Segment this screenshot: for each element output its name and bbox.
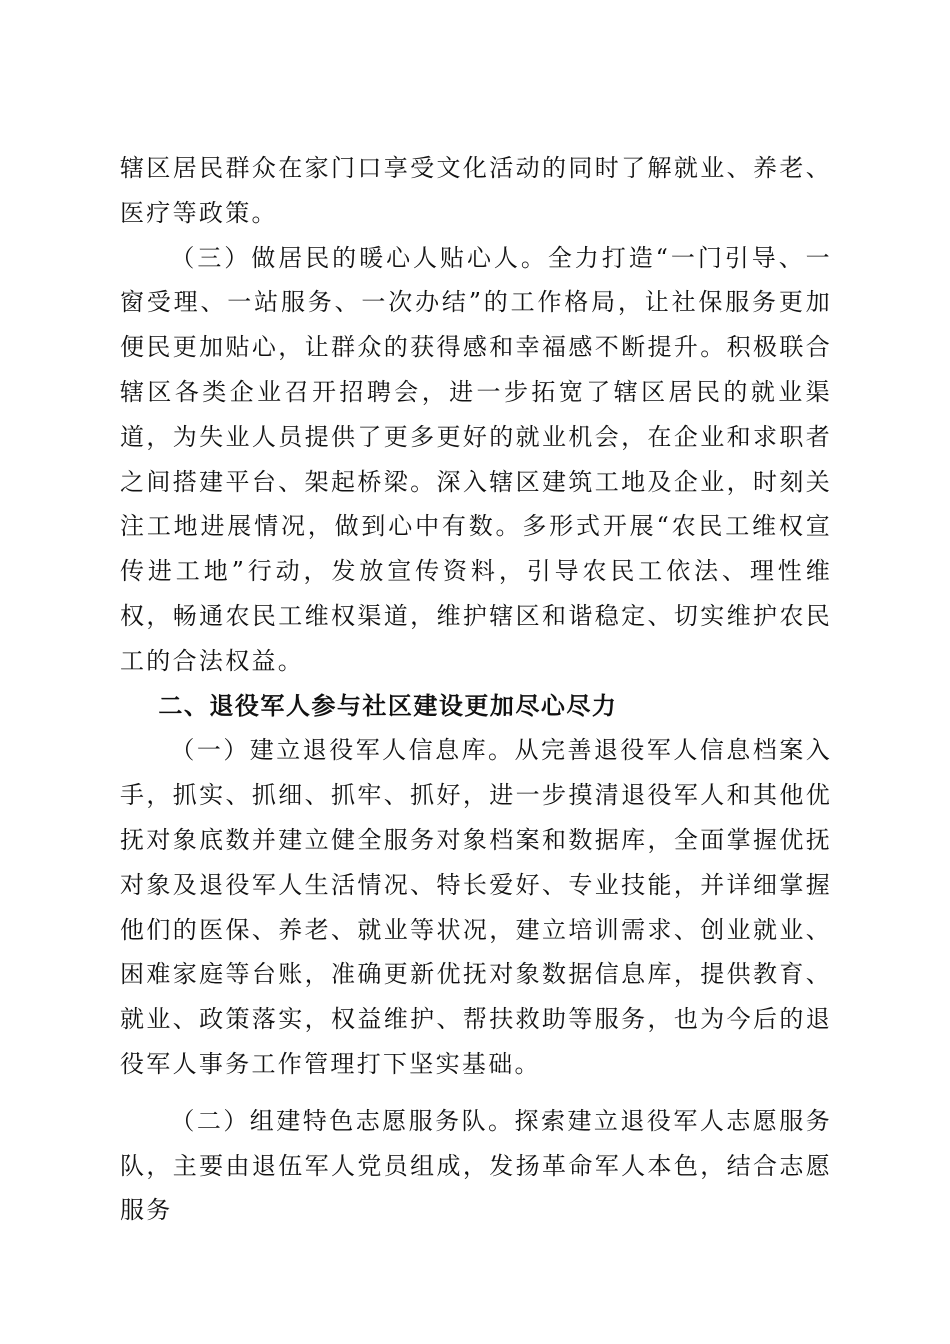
paragraph-continued-policy: 辖区居民群众在家门口享受文化活动的同时了解就业、养老、医疗等政策。	[120, 154, 832, 227]
paragraph-veteran-database: （一）建立退役军人信息库。从完善退役军人信息档案入手，抓实、抓细、抓牢、抓好，进一步摸清退役军人和其他优抚对象底数并建立健全服务对象档案和数据库，全面掌握优抚对象及退役军人生活情况、特长爱好、专业技能，并详细掌握他们的医保、养老、就业等状况，建立培训需求、创业就业、困难家庭等台账，准确更新优抚对象数据信息库，提供教育、就业、政策落实，权益维护、帮扶救助等服务，也为今后的退役军人事务工作管理打下坚实基础。	[120, 736, 832, 1078]
document-body	[120, 146, 832, 1233]
section-heading-veterans: 二、退役军人参与社区建设更加尽心尽力	[158, 691, 618, 720]
paragraph-gap	[120, 1087, 832, 1099]
paragraph-warm-hearted-service: （三）做居民的暖心人贴心人。全力打造“一门引导、一窗受理、一站服务、一次办结”的工作格局，让社保服务更加便民更加贴心，让群众的获得感和幸福感不断提升。积极联合辖区各类企业召开招聘会，进一步拓宽了辖区居民的就业渠道，为失业人员提供了更多更好的就业机会，在企业和求职者之间搭建平台、架起桥梁。深入辖区建筑工地及企业，时刻关注工地进展情况，做到心中有数。多形式开展“农民工维权宣传进工地”行动，发放宣传资料，引导农民工依法、理性维权，畅通农民工维权渠道，维护辖区和谐稳定、切实维护农民工的合法权益。	[120, 243, 832, 675]
paragraph-volunteer-team: （二）组建特色志愿服务队。探索建立退役军人志愿服务队，主要由退伍军人党员组成，发扬革命军人本色，结合志愿服务	[120, 1106, 832, 1225]
